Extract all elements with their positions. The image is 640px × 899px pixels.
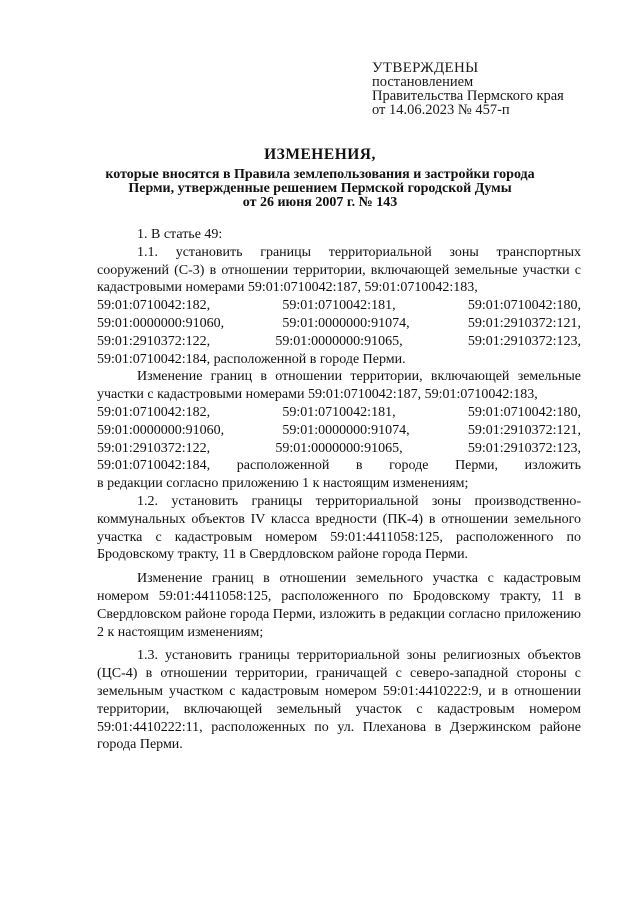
cadastral-number: 59:01:0000000:91065, <box>275 333 403 349</box>
cadastral-number: 59:01:0000000:91074, <box>282 315 410 331</box>
cadastral-row <box>97 457 581 475</box>
cadastral-number: 59:01:2910372:122, <box>97 333 211 349</box>
row-word: в <box>355 458 363 474</box>
cadastral-number: 59:01:0000000:91060, <box>97 315 225 331</box>
row-word: 59:01:0710042:184, <box>97 458 211 474</box>
approval-line: постановлением <box>372 74 474 90</box>
paragraph-1-1-change: Изменение границ в отношении территории, включающей земельные участки с кадастровыми номерами 59:01:0710042:187, 59:01:0710042:183, <box>97 369 581 403</box>
cadastral-row <box>97 422 581 440</box>
row-word: изложить <box>524 458 581 474</box>
cadastral-row <box>97 440 581 458</box>
cadastral-number: 59:01:0710042:180, <box>467 404 581 420</box>
cadastral-number: 59:01:0710042:182, <box>97 298 211 314</box>
cadastral-number: 59:01:0710042:181, <box>282 404 396 420</box>
paragraph-1-1-change-tail: в редакции согласно приложению 1 к настоящим изменениям; <box>97 476 469 492</box>
approval-line: Правительства Пермского края <box>372 88 564 104</box>
cadastral-row <box>97 333 581 351</box>
cadastral-number: 59:01:0000000:91074, <box>282 422 410 438</box>
row-word: расположенной <box>236 458 330 474</box>
cadastral-number: 59:01:0000000:91065, <box>275 440 403 456</box>
cadastral-number: 59:01:0710042:181, <box>282 298 396 314</box>
row-word: Перми, <box>455 458 499 474</box>
document-subtitle-line: которые вносятся в Правила землепользования и застройки города <box>105 167 535 182</box>
paragraph-1-1: 1.1. установить границы территориальной зоны транспортных сооружений (С-3) в отношении территории, включающей земельные участки с кадастровыми номерами 59:01:0710042:187, 59:01:0710042:183, <box>97 244 581 296</box>
cadastral-number: 59:01:2910372:123, <box>467 440 581 456</box>
cadastral-number: 59:01:0710042:182, <box>97 404 211 420</box>
paragraph-1-3: 1.3. установить границы территориальной зоны религиозных объектов (ЦС-4) в отношении территории, граничащей с северо-западной стороны с земельным участком с кадастровым номером 59:01:4410222:9, и в отношении территории, включающей земельный участок с кадастровым номером 59:01:4410222:11, расположенных по ул. Плеханова в Дзержинском районе города Перми. <box>97 648 581 753</box>
paragraph-1-2: 1.2. установить границы территориальной зоны производственно-коммунальных объектов IV класса вредности (ПК-4) в отношении земельного участка с кадастровым номером 59:01:4411058:125, расположенного по Бродовскому тракту, 11 в Свердловском районе города Перми. <box>97 493 581 563</box>
cadastral-number: 59:01:2910372:122, <box>97 440 211 456</box>
cadastral-row <box>97 404 581 422</box>
cadastral-row <box>97 315 581 333</box>
approval-line: от 14.06.2023 № 457-п <box>372 102 510 118</box>
paragraph-1-1-tail: 59:01:0710042:184, расположенной в городе Перми. <box>97 351 406 367</box>
approval-stamp <box>372 61 564 117</box>
approval-title: УТВЕРЖДЕНЫ <box>372 60 479 76</box>
cadastral-number: 59:01:2910372:123, <box>467 333 581 349</box>
cadastral-number: 59:01:2910372:121, <box>467 315 581 331</box>
row-word: городе <box>389 458 429 474</box>
item-intro: 1. В статье 49: <box>137 227 223 242</box>
document-body <box>97 226 581 754</box>
document-title: ИЗМЕНЕНИЯ, <box>264 146 376 163</box>
cadastral-row <box>97 297 581 315</box>
paragraph-1-2-change: Изменение границ в отношении земельного участка с кадастровым номером 59:01:4411058:125, расположенного по Бродовскому тракту, 11 в Свердловском районе города Перми, изложить в редакции согласно приложению 2 к настоящим изменениям; <box>97 571 581 640</box>
document-subtitle-line: от 26 июня 2007 г. № 143 <box>242 195 398 210</box>
cadastral-number: 59:01:0710042:180, <box>467 298 581 314</box>
document-subtitle-line: Перми, утвержденные решением Пермской городской Думы <box>128 181 512 196</box>
cadastral-number: 59:01:0000000:91060, <box>97 422 225 438</box>
cadastral-number: 59:01:2910372:121, <box>467 422 581 438</box>
